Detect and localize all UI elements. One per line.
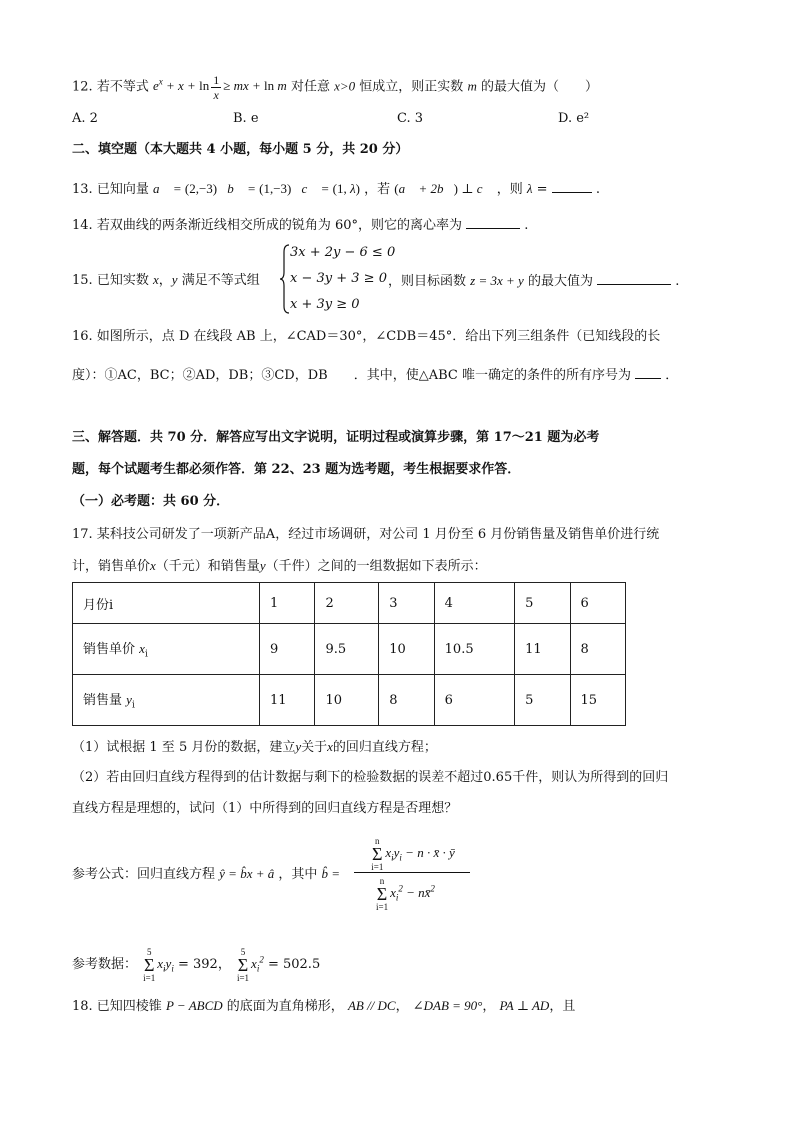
- q15-answer-blank: [597, 270, 671, 285]
- table-row: [73, 675, 626, 726]
- q15-stem-right: ，则目标函数 z = 3x + y 的最大值为 .: [388, 270, 679, 292]
- q12-stem: 12. 若不等式 $e^x + x + \ln$ $\frac{1}{x}$ ≥ mx + ln m 对任意 x>0 恒成立，则正实数 m 的最大值为（ ）: [72, 72, 598, 102]
- q12-option-d: D. e²: [558, 111, 590, 126]
- table-row-header-volume: 销售量 $y_i$: [73, 675, 260, 726]
- table-cell: 10: [315, 675, 379, 726]
- table-cell: 10.5: [434, 624, 514, 675]
- q17-part-2: （2）若由回归直线方程得到的估计数据与剩下的检验数据的误差不超过0.65千件，则认为所得到的回归: [72, 770, 669, 785]
- q18-stem: 18. 已知四棱锥 P − ABCD 的底面为直角梯形， AB // DC， ∠DAB = 90°， PA ⊥ AD，且: [72, 998, 576, 1014]
- q17-reference-data: 参考数据： 5 Σ i=1 $x_iy_i = 392$， 5 Σ i=1 $x_i^2 = 502.5$: [72, 947, 321, 983]
- table-cell: 5: [515, 583, 570, 624]
- q16-answer-blank: [635, 364, 661, 379]
- q17-part-1: （1）试根据 1 至 5 月份的数据，建立y关于x的回归直线方程；: [72, 739, 437, 755]
- table-cell: 3: [379, 583, 434, 624]
- table-cell: 6: [434, 675, 514, 726]
- q14-answer-blank: [466, 214, 520, 229]
- table-cell: 10: [379, 624, 434, 675]
- q15-inequality-3: x + 3y ≥ 0: [290, 297, 360, 312]
- q12-option-a: A. 2: [72, 111, 98, 126]
- table-cell: 1: [260, 583, 315, 624]
- table-cell: 8: [379, 675, 434, 726]
- table-row-header-month: 月份i: [73, 583, 260, 624]
- section-3-subtitle: （一）必考题：共 60 分．: [72, 494, 230, 509]
- table-cell: 9.5: [315, 624, 379, 675]
- section-3-title-line-2: 题，每个试题考生都必须作答．第 22、23 题为选考题，考生根据要求作答．: [72, 462, 521, 477]
- table-cell: 4: [434, 583, 514, 624]
- q17-line-2: 计，销售单价x（千元）和销售量y（千件）之间的一组数据如下表所示：: [72, 558, 487, 574]
- table-cell: 11: [260, 675, 315, 726]
- table-cell: 2: [315, 583, 379, 624]
- q16-line-2: 度）：①AC，BC；②AD，DB；③CD，DB ．其中，使△ABC 唯一确定的条件的所有序号为 ．: [72, 364, 678, 386]
- q12-option-b: B. e: [233, 111, 259, 126]
- left-brace-icon: [280, 244, 290, 314]
- q12-options: [72, 109, 692, 129]
- section-3-title-line-1: 三、解答题．共 70 分．解答应写出文字说明，证明过程或演算步骤，第 17～21 题为必考: [72, 430, 600, 445]
- table-cell: 9: [260, 624, 315, 675]
- q17-data-table: [72, 582, 626, 726]
- q17-reference-formula: 参考公式：回归直线方程 ŷ = b̂x + â ，其中 b̂ =: [72, 866, 341, 882]
- q15-inequality-1: 3x + 2y − 6 ≤ 0: [290, 245, 396, 260]
- table-cell: 8: [570, 624, 626, 675]
- q14-stem: 14. 若双曲线的两条渐近线相交所成的锐角为 60°，则它的离心率为 .: [72, 214, 528, 236]
- table-cell: 15: [570, 675, 626, 726]
- q17-line-1: 17. 某科技公司研发了一项新产品A，经过市场调研，对公司 1 月份至 6 月份销售量及销售单价进行统: [72, 527, 660, 542]
- exam-page: 12. 若不等式 $e^x + x + \ln$ $\frac{1}{x}$ ≥ mx + ln m 对任意 x>0 恒成立，则正实数 m 的最大值为（ ） A. 2 B. e C. 3 D. e² 二、填空题（本大题共 4 小题，每小题 5 分，共 20 分） 13. 已知向量 a⃗ = (2,−3)，b⃗ = (1,−3)，c⃗ = (1, λ) ，若 (a⃗ + 2b⃗) ⊥ c⃗ ，则 λ = . 14. 若双曲线的两条渐近线相交所成的锐角为 60°，则它的离心率为 . 15. 已知实数 x，y 满足不等式组 3x + 2y − 6 ≤ 0 x − 3y + 3 ≥ 0 x + 3y ≥ 0 ，则目标函数 z = 3x + y 的最大值为 . 16. 如图所示，点 D 在线段 AB 上，∠CAD＝30°，∠CDB＝45°．给出下列三组条件（已知线段的长 度）：①AC，BC；②AD，DB；③CD，DB ．其中，使△ABC 唯一确定的条件的所有序号为 ． 三、解答题．共 70 分．解答应写出文字说明，证明过程或演算步骤，第 17～21 题为必考 题，每个试题考生都必须作答．第 22、23 题为选考题，考生根据要求作答． （一）必考题：共 60 分． 17. 某科技公司研发了一项新产品A，经过市场调研，对公司 1 月份至 6 月份销售量及销售单价进行统 计，销售单价x（千元）和销售量y（千件）之间的一组数据如下表所示： 月份i 1 2 3 4 5 6 销售单价 $x_i$ 9 9.5 10 10.5 11 8 销售量 $y_i$ 11 10 8 6 5 15 （1）试根据 1 至 5 月份的数据，建立y关于x的回归直线方程； （2）若由回归直线方程得到的估计数据与剩下的检验数据的误差不超过0.65千件，则认为所得到的回归 直线方程是理想的，试问（1）中所得到的回归直线方程是否理想？ 参考公式：回归直线方程 ŷ = b̂x + â ，其中 b̂ = n Σ i=1 $x_iy_i - n$ · x̄ · ȳ n Σ i=1 $x_i^2$ − nx̄$^2$ 参考数据： 5 Σ i=1 $x_iy_i = 392$， 5 Σ i=1 $x_i^2 = 502.5$ 18. 已知四棱锥 P − ABCD 的底面为直角梯形， AB // DC， ∠DAB = 90°， PA ⊥ AD，且: [0, 0, 794, 1123]
- section-2-title: 二、填空题（本大题共 4 小题，每小题 5 分，共 20 分）: [72, 142, 409, 157]
- table-cell: 11: [515, 624, 570, 675]
- q15-inequality-2: x − 3y + 3 ≥ 0: [290, 271, 387, 286]
- table-row: [73, 583, 626, 624]
- q17-part-2-cont: 直线方程是理想的，试问（1）中所得到的回归直线方程是否理想？: [72, 801, 458, 816]
- q13-answer-blank: [552, 178, 592, 193]
- table-row-header-price: 销售单价 $x_i$: [73, 624, 260, 675]
- table-cell: 5: [515, 675, 570, 726]
- table-row: [73, 624, 626, 675]
- q13-stem: 13. 已知向量 a⃗ = (2,−3)，b⃗ = (1,−3)，c⃗ = (1, λ) ，若 (a⃗ + 2b⃗) ⊥ c⃗ ，则 λ = .: [72, 178, 600, 200]
- q12-option-c: C. 3: [397, 111, 424, 126]
- q15-stem-left: 15. 已知实数 x，y 满足不等式组: [72, 272, 260, 288]
- q16-line-1: 16. 如图所示，点 D 在线段 AB 上，∠CAD＝30°，∠CDB＝45°．给出下列三组条件（已知线段的长: [72, 329, 661, 344]
- table-cell: 6: [570, 583, 626, 624]
